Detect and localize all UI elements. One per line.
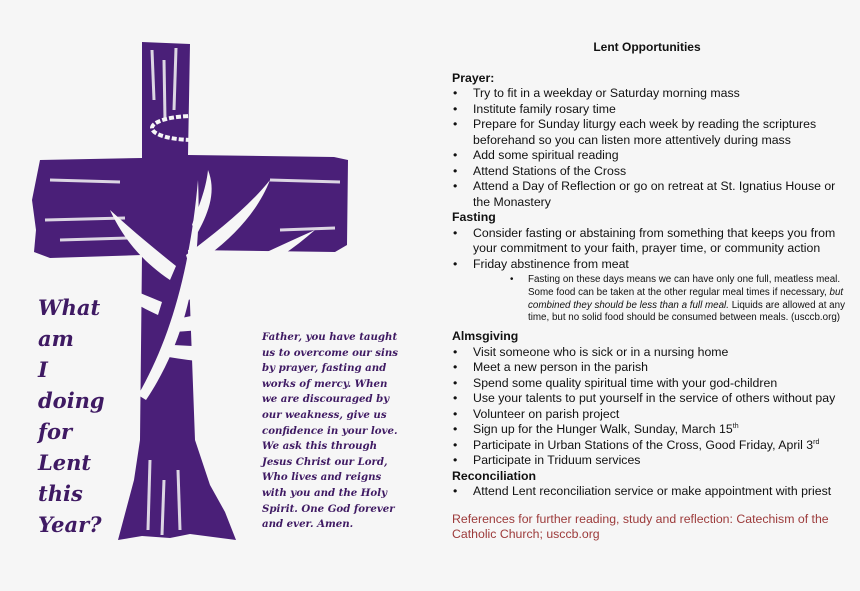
fasting-note-emphasis: but combined they should be less than a full meal. bbox=[528, 286, 844, 311]
question-line: I bbox=[38, 357, 48, 382]
list-item-hunger-walk bbox=[452, 422, 852, 438]
list-item: • Use your talents to put yourself in the service of others without pay bbox=[452, 391, 852, 407]
ordinal-suffix: rd bbox=[813, 438, 820, 446]
list-item: • Prepare for Sunday liturgy each week by reading the scriptures beforehand so you can listen more attentively during mass bbox=[452, 117, 852, 148]
question-line: What bbox=[38, 295, 101, 320]
list-item: • Spend some quality spiritual time with your god-children bbox=[452, 376, 852, 392]
list-item: • Meet a new person in the parish bbox=[452, 360, 852, 376]
fasting-note-text: Liquids are allowed at any time, but no solid food should be consumed between meals. (usccb.org) bbox=[528, 299, 845, 324]
hunger-walk-text: Sign up for the Hunger Walk, Sunday, March 15 bbox=[473, 422, 733, 437]
question-line: am bbox=[38, 326, 74, 351]
list-item: • Attend Lent reconciliation service or make appointment with priest bbox=[452, 484, 852, 500]
lenten-prayer: Father, you have taught us to overcome our sins by prayer, fasting and works of mercy. When we are discouraged by our weakness, give us confidence in your love. We ask this through Jesus Christ our Lord, Who lives and reigns with you and the Holy Spirit. One God forever and ever. Amen. bbox=[262, 331, 398, 531]
list-item: • Consider fasting or abstaining from something that keeps you from your commitment to your faith, prayer time, or community action bbox=[452, 226, 852, 257]
references-note: References for further reading, study and reflection: Catechism of the Catholic Church; usccb.org bbox=[452, 511, 829, 542]
prayer-list bbox=[452, 86, 852, 210]
fasting-note bbox=[452, 274, 852, 325]
fasting-note-text: Fasting on these days means we can have only one full, meatless meal. Some food can be taken at the other regular meal times if necessary, bbox=[528, 274, 841, 298]
reconciliation-heading: Reconciliation bbox=[452, 468, 537, 483]
question-line: doing bbox=[38, 388, 105, 413]
ordinal-suffix: th bbox=[732, 423, 739, 431]
almsgiving-list bbox=[452, 345, 852, 469]
question-line: this bbox=[38, 481, 83, 506]
lent-opportunities-panel bbox=[452, 40, 852, 543]
lent-question bbox=[38, 292, 148, 540]
urban-stations-text: Participate in Urban Stations of the Cross, Good Friday, April 3 bbox=[473, 437, 814, 452]
fasting-list bbox=[452, 226, 852, 326]
list-item: • Friday abstinence from meat bbox=[452, 257, 852, 273]
question-line: for bbox=[38, 419, 73, 444]
list-item-urban-stations bbox=[452, 438, 852, 454]
list-item: • Attend a Day of Reflection or go on retreat at St. Ignatius House or the Monastery bbox=[452, 179, 852, 210]
reconciliation-list bbox=[452, 484, 852, 500]
almsgiving-heading: Almsgiving bbox=[452, 329, 519, 344]
page-title: Lent Opportunities bbox=[593, 40, 701, 54]
list-item: • Add some spiritual reading bbox=[452, 148, 852, 164]
question-line: Year? bbox=[38, 512, 102, 537]
list-item: • Try to fit in a weekday or Saturday morning mass bbox=[452, 86, 852, 102]
list-item: • Participate in Triduum services bbox=[452, 453, 852, 469]
question-line: Lent bbox=[38, 450, 92, 475]
list-item: • Visit someone who is sick or in a nursing home bbox=[452, 345, 852, 361]
list-item: • Volunteer on parish project bbox=[452, 407, 852, 423]
list-item: • Attend Stations of the Cross bbox=[452, 164, 852, 180]
fasting-heading: Fasting bbox=[452, 210, 496, 224]
prayer-heading: Prayer: bbox=[452, 70, 495, 85]
list-item: • Institute family rosary time bbox=[452, 102, 852, 118]
